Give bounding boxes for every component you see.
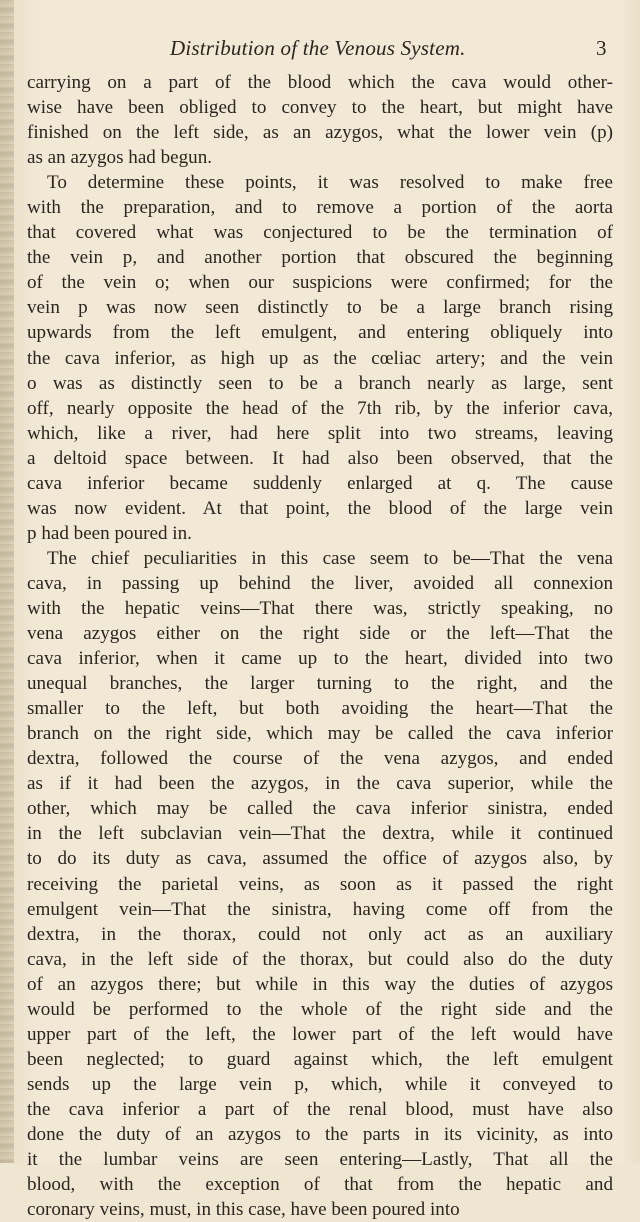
text-line: done the duty of an azygos to the parts in its vicinity, as into [27,1123,613,1145]
text-line: off, nearly opposite the head of the 7th rib, by the inferior cava, [27,397,613,419]
text-line: cava, in passing up behind the liver, avoided all connexion [27,572,613,594]
text-line: To determine these points, it was resolved to make free [47,172,613,194]
text-line: a deltoid space between. It had also been observed, that the [27,447,613,469]
body-text [27,70,613,1222]
text-line: dextra, followed the course of the vena azygos, and ended [27,748,613,770]
text-line: cava inferior became suddenly enlarged at q. The cause [27,472,613,494]
text-line: emulgent vein—That the sinistra, having come off from the [27,898,613,920]
page-binding-edge [0,0,14,1163]
text-line: was now evident. At that point, the blood of the large vein [27,497,613,519]
text-line: branch on the right side, which may be called the cava inferior [27,723,613,745]
text-line: unequal branches, the larger turning to the right, and the [27,673,613,695]
text-line: upwards from the left emulgent, and entering obliquely into [27,322,613,344]
text-line: the cava inferior, as high up as the cœliac artery; and the vein [27,347,613,369]
text-line: of the vein o; when our suspicions were confirmed; for the [27,272,613,294]
text-line: upper part of the left, the lower part of the left would have [27,1023,613,1045]
text-line: sends up the large vein p, which, while it conveyed to [27,1073,613,1095]
text-line: carrying on a part of the blood which the cava would other- [27,72,613,93]
page-number: 3 [596,36,607,60]
text-line: blood, with the exception of that from the hepatic and [27,1174,613,1196]
text-line: coronary veins, must, in this case, have been poured into [27,1199,460,1221]
text-line: vein p was now seen distinctly to be a large branch rising [27,297,613,319]
text-line: finished on the left side, as an azygos, what the lower vein (p) [27,122,613,144]
text-line: which, like a river, had here split into two streams, leaving [27,422,613,444]
text-line: in the left subclavian vein—That the dextra, while it continued [27,823,613,845]
text-line: as if it had been the azygos, in the cava superior, while the [27,773,613,795]
text-line: cava inferior, when it came up to the heart, divided into two [27,648,613,670]
text-line: would be performed to the whole of the right side and the [27,998,613,1020]
text-line: smaller to the left, but both avoiding the heart—That the [27,698,613,720]
text-line: of an azygos there; but while in this way the duties of azygos [27,973,613,995]
text-line: dextra, in the thorax, could not only act as an auxiliary [27,923,613,945]
text-line: o was as distinctly seen to be a branch nearly as large, sent [27,372,613,394]
text-line: as an azygos had begun. [27,147,213,169]
text-line: that covered what was conjectured to be the termination of [27,222,613,244]
text-line: receiving the parietal veins, as soon as it passed the right [27,873,613,895]
text-line: cava, in the left side of the thorax, but could also do the duty [27,948,613,970]
text-line: p had been poured in. [27,522,192,544]
text-line: The chief peculiarities in this case seem to be—That the vena [47,547,613,569]
page-header [0,32,640,62]
text-line: vena azygos either on the right side or the left—That the [27,623,613,645]
text-line: it the lumbar veins are seen entering—Lastly, That all the [27,1149,613,1171]
text-line: with the preparation, and to remove a portion of the aorta [27,197,613,219]
text-line: been neglected; to guard against which, the left emulgent [27,1048,613,1070]
text-line: the cava inferior a part of the renal blood, must have also [27,1098,613,1120]
running-title: Distribution of the Venous System. [170,36,466,60]
text-line: with the hepatic veins—That there was, strictly speaking, no [27,597,613,619]
text-line: the vein p, and another portion that obscured the beginning [27,247,613,269]
text-line: to do its duty as cava, assumed the office of azygos also, by [27,848,613,870]
text-line: other, which may be called the cava inferior sinistra, ended [27,798,613,820]
text-line: wise have been obliged to convey to the heart, but might have [27,97,613,119]
